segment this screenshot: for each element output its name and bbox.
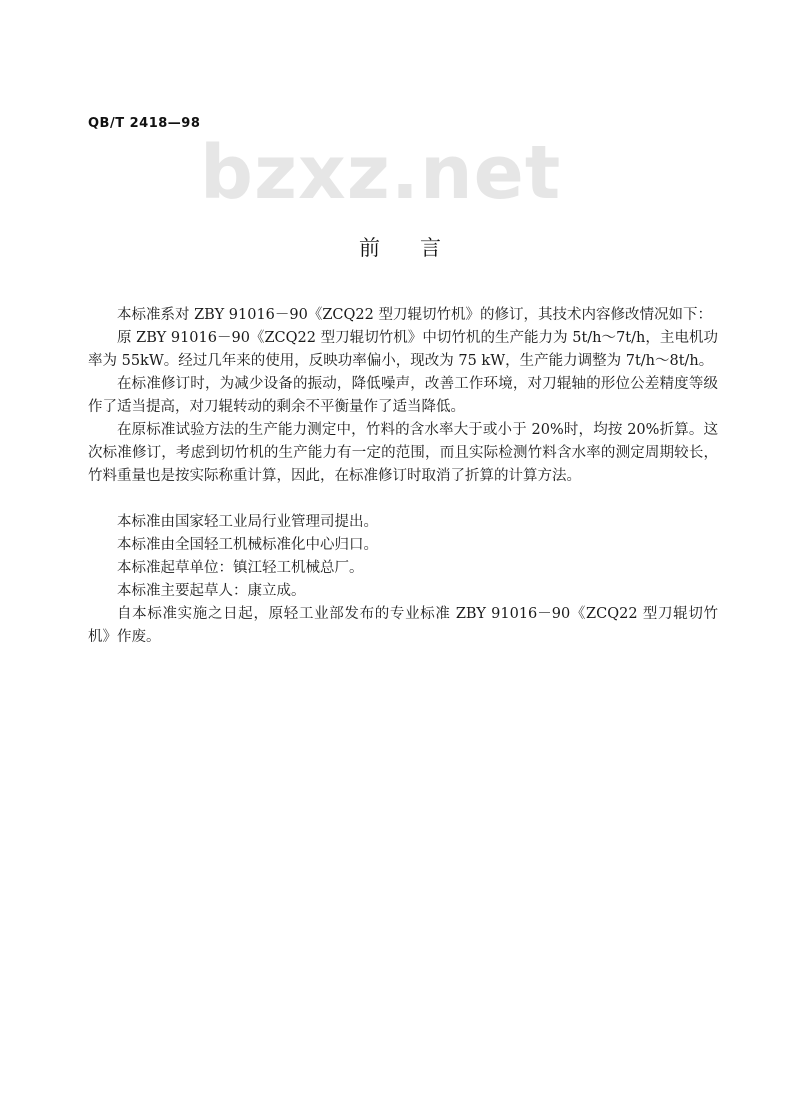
document-body [88,304,718,649]
document-code: QB/T 2418—98 [88,116,201,131]
paragraph-supersedes: 自本标准实施之日起，原轻工业部发布的专业标准 ZBY 91016－90《ZCQ22 型刀辊切竹机》作废。 [88,606,718,645]
title-char-1: 前 [359,236,380,260]
paragraph-tolerance-change: 在标准修订时，为减少设备的振动，降低噪声，改善工作环境，对刀辊轴的形位公差精度等级作了适当提高，对刀辊转动的剩余不平衡量作了适当降低。 [88,376,718,415]
section-spacer [88,488,718,511]
paragraph-drafter: 本标准主要起草人：康立成。 [117,583,306,599]
title-char-2: 言 [420,236,441,260]
paragraph-revision-intro: 本标准系对 ZBY 91016－90《ZCQ22 型刀辊切竹机》的修订，其技术内容修改情况如下： [117,307,712,323]
paragraph-capacity-change: 原 ZBY 91016－90《ZCQ22 型刀辊切竹机》中切竹机的生产能力为 5t/h～7t/h，主电机功率为 55kW。经过几年来的使用，反映功率偏小，现改为 75 kW，生产能力调整为 7t/h～8t/h。 [88,330,718,369]
paragraph-drafting-unit: 本标准起草单位：镇江轻工机械总厂。 [117,560,364,576]
paragraph-centralized-by: 本标准由全国轻工机械标准化中心归口。 [117,537,378,553]
watermark: bzxz.net [200,130,562,216]
paragraph-test-method-change: 在原标准试验方法的生产能力测定中，竹料的含水率大于或小于 20%时，均按 20%折算。这次标准修订，考虑到切竹机的生产能力有一定的范围，而且实际检测竹料含水率的测定周期较长，竹料重量也是按实际称重计算，因此，在标准修订时取消了折算的计算方法。 [88,422,718,484]
page-title [0,232,800,262]
paragraph-proposed-by: 本标准由国家轻工业局行业管理司提出。 [117,514,378,530]
